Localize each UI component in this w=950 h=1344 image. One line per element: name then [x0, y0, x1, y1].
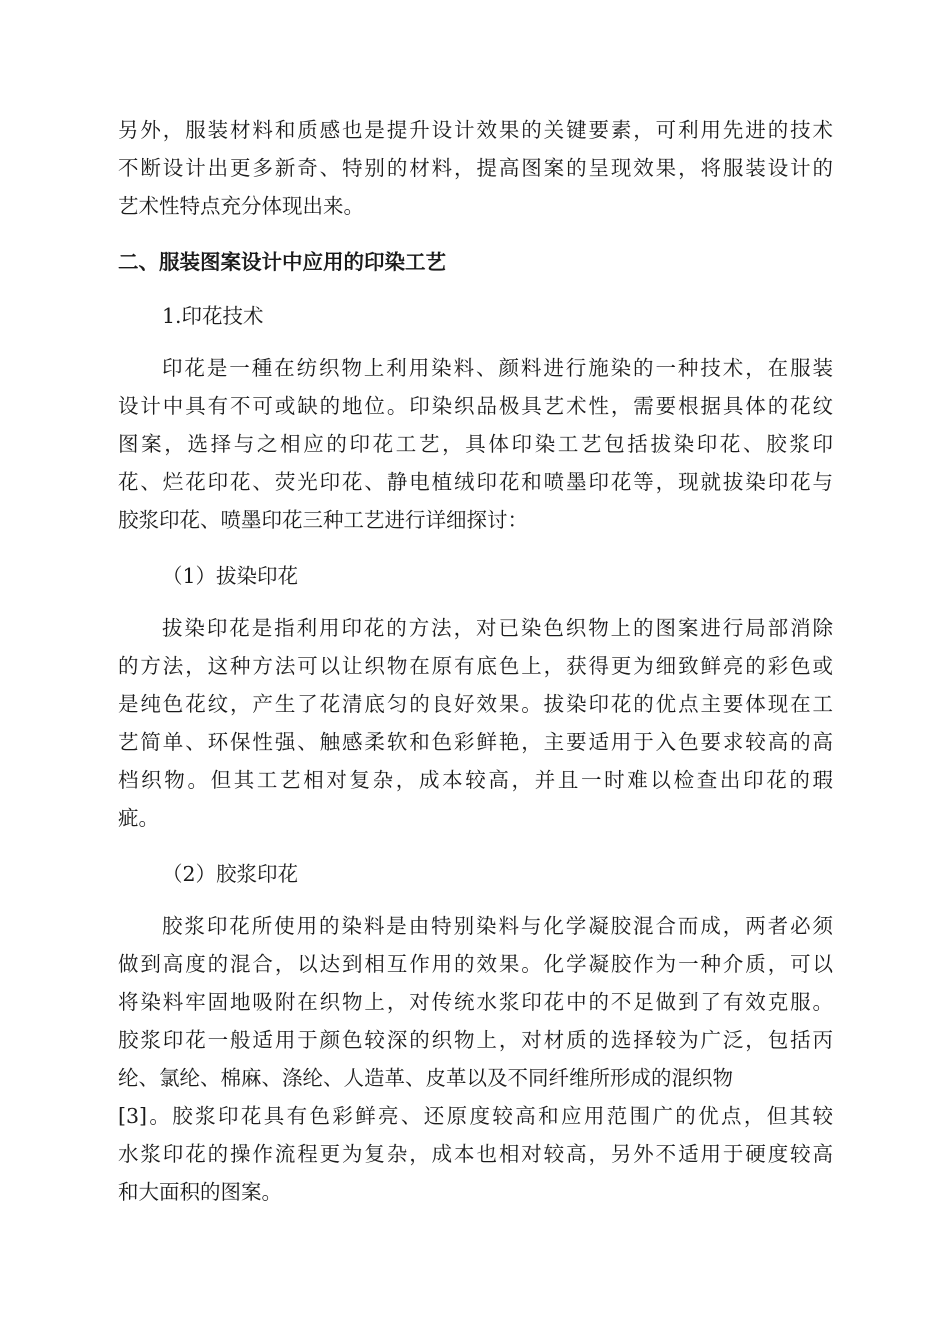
- paragraph-line: 设计中具有不可或缺的地位。印染织品极具艺术性，需要根据具体的花纹: [118, 394, 833, 418]
- paragraph-line: 胶浆印花所使用的染料是由特别染料与化学凝胶混合而成，两者必须: [162, 914, 833, 938]
- paragraph-line: 的方法，这种方法可以让织物在原有底色上，获得更为细致鲜亮的彩色或: [118, 654, 833, 678]
- paragraph-line: 胶浆印花一般适用于颜色较深的织物上，对材质的选择较为广泛，包括丙: [118, 1028, 833, 1052]
- paragraph-line: 艺术性特点充分体现出来。: [118, 194, 364, 218]
- subsection-title: （1）拔染印花: [162, 564, 299, 588]
- paragraph-line: 将染料牢固地吸附在织物上，对传统水浆印花中的不足做到了有效克服。: [118, 990, 833, 1014]
- paragraph-line: 不断设计出更多新奇、特别的材料，提高图案的呈现效果，将服装设计的: [118, 156, 833, 180]
- paragraph-line: 纶、氯纶、棉麻、涤纶、人造革、皮革以及不同纤维所形成的混织物: [118, 1066, 733, 1090]
- paragraph-line: 印花是一種在纺织物上利用染料、颜料进行施染的一种技术，在服装: [162, 356, 833, 380]
- subsection-title: （2）胶浆印花: [162, 862, 299, 886]
- paragraph-line: 疵。: [118, 806, 159, 830]
- paragraph-line: 胶浆印花、喷墨印花三种工艺进行详细探讨：: [118, 508, 528, 532]
- paragraph-line: [3]。胶浆印花具有色彩鲜亮、还原度较高和应用范围广的优点，但其较: [118, 1104, 833, 1128]
- paragraph-line: 拔染印花是指利用印花的方法，对已染色织物上的图案进行局部消除: [162, 616, 833, 640]
- paragraph-line: 是纯色花纹，产生了花清底匀的良好效果。拔染印花的优点主要体现在工: [118, 692, 833, 716]
- paragraph-line: 做到高度的混合，以达到相互作用的效果。化学凝胶作为一种介质，可以: [118, 952, 833, 976]
- paragraph-line: 水浆印花的操作流程更为复杂，成本也相对较高，另外不适用于硬度较高: [118, 1142, 833, 1166]
- paragraph-line: 图案，选择与之相应的印花工艺，具体印染工艺包括拔染印花、胶浆印: [118, 432, 833, 456]
- section-heading: 二、服装图案设计中应用的印染工艺: [118, 250, 446, 274]
- subsection-title: 1.印花技术: [162, 304, 264, 328]
- paragraph-line: 档织物。但其工艺相对复杂，成本较高，并且一时难以检查出印花的瑕: [118, 768, 833, 792]
- paragraph-line: 花、烂花印花、荧光印花、静电植绒印花和喷墨印花等，现就拔染印花与: [118, 470, 833, 494]
- paragraph-line: 和大面积的图案。: [118, 1180, 282, 1204]
- paragraph-line: 艺简单、环保性强、触感柔软和色彩鲜艳，主要适用于入色要求较高的高: [118, 730, 833, 754]
- paragraph-line: 另外，服装材料和质感也是提升设计效果的关键要素，可利用先进的技术: [118, 118, 833, 142]
